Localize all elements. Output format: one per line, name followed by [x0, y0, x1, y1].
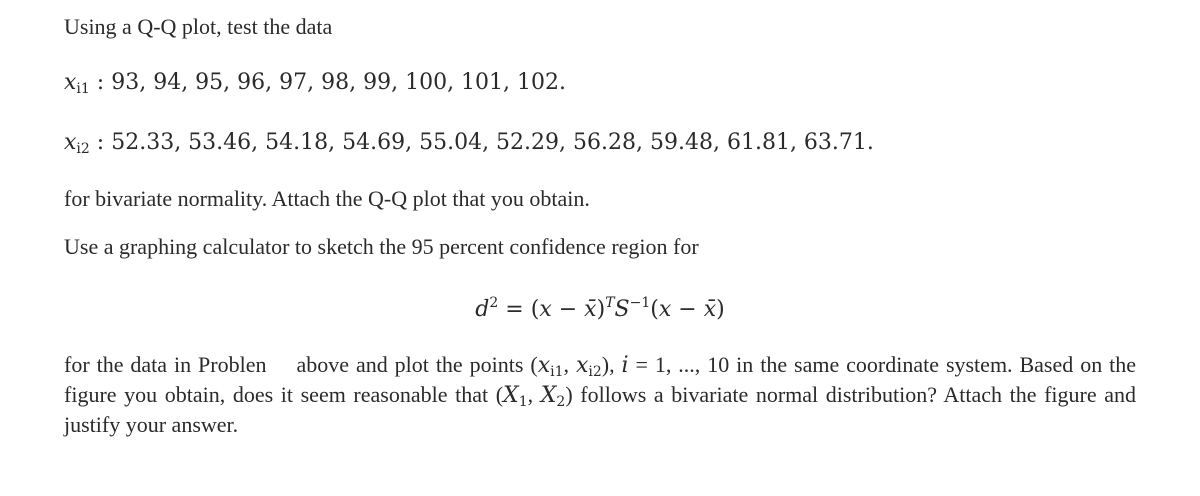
- para-text-2: above and plot the points (: [296, 352, 538, 377]
- question-paragraph: [64, 350, 1136, 439]
- intro-line: Using a Q-Q plot, test the data: [64, 14, 333, 39]
- formula-d: d: [475, 297, 490, 322]
- separator: :: [89, 70, 112, 95]
- variable-x: x: [575, 353, 589, 378]
- para-text-1: for the data in Problen: [64, 352, 267, 377]
- separator: :: [89, 130, 112, 155]
- formula-minus: −: [551, 297, 585, 322]
- formula-open: (: [650, 297, 659, 322]
- subscript-2: 2: [556, 394, 566, 410]
- formula-xbar: x̄: [584, 297, 597, 322]
- subscript-i2: i2: [588, 364, 602, 380]
- formula-close: ): [596, 297, 606, 322]
- formula-close: ): [716, 297, 725, 322]
- para-text-5: ) follows a bivariate normal distribution? Attach the figure and justify your answer.: [64, 382, 1136, 437]
- comma: ,: [563, 352, 576, 377]
- formula-x: x: [539, 297, 552, 322]
- values-x-i2: 52.33, 53.46, 54.18, 54.69, 55.04, 52.29, 56.28, 59.48, 61.81, 63.71.: [111, 130, 874, 155]
- variable-X2: X: [540, 383, 557, 408]
- subscript-i1: i1: [76, 81, 90, 97]
- subscript-1: 1: [518, 394, 528, 410]
- data-row-x-i2: [64, 130, 874, 156]
- subscript-i2: i2: [76, 141, 90, 157]
- formula-transpose: T: [605, 295, 615, 311]
- data-row-x-i1: [64, 70, 566, 96]
- para-text-4: = 1, ..., 10 in the same coordinate system. Based on the figure you obtain, does it seem reasonable that (: [64, 352, 1137, 407]
- formula-square: 2: [489, 295, 499, 311]
- calculator-line: Use a graphing calculator to sketch the 95 percent confidence region for: [64, 234, 699, 259]
- formula-S: S: [614, 297, 630, 322]
- mahalanobis-formula: [0, 296, 1200, 324]
- bivariate-line: for bivariate normality. Attach the Q-Q plot that you obtain.: [64, 186, 590, 211]
- formula-inverse: −1: [629, 295, 651, 311]
- subscript-i1: i1: [550, 364, 564, 380]
- values-x-i1: 93, 94, 95, 96, 97, 98, 99, 100, 101, 102.: [111, 70, 567, 95]
- variable-x: x: [64, 130, 77, 155]
- variable-X1: X: [503, 383, 519, 408]
- variable-x: x: [537, 353, 551, 378]
- para-text-3: ),: [601, 352, 622, 377]
- formula-minus: −: [671, 297, 704, 322]
- variable-x: x: [64, 70, 77, 95]
- formula-xbar: x̄: [703, 297, 717, 322]
- formula-x: x: [658, 297, 672, 322]
- formula-eq: = (: [498, 297, 540, 322]
- variable-i: i: [621, 353, 629, 378]
- comma: ,: [527, 382, 541, 407]
